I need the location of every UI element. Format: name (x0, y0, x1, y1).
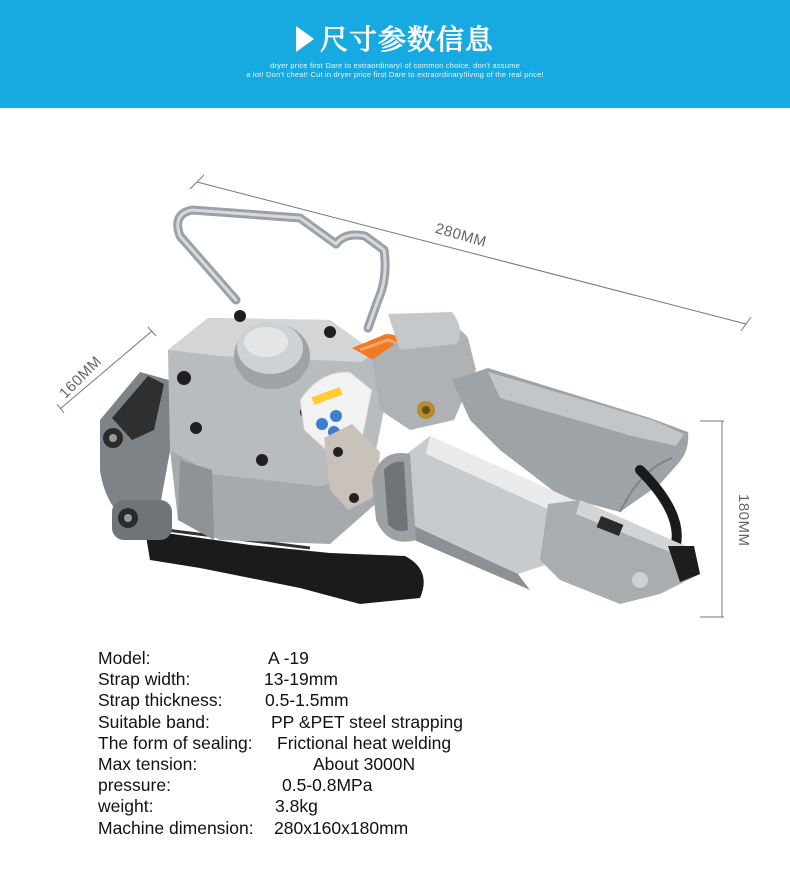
spec-row-suitable-band (98, 712, 718, 733)
spec-list (98, 648, 718, 839)
spec-label: Suitable band: (98, 711, 210, 732)
spec-value: 0.5-1.5mm (265, 690, 349, 711)
spec-row-model (98, 648, 718, 669)
banner-title (0, 18, 790, 58)
spec-label: weight: (98, 796, 154, 817)
spec-row-strap-thickness (98, 690, 718, 711)
spec-value: 0.5-0.8MPa (282, 775, 373, 796)
spec-value: Frictional heat welding (277, 732, 452, 753)
spec-value: PP &PET steel strapping (271, 711, 463, 732)
product-area (0, 108, 790, 638)
height-dimension-label: 180MM (735, 494, 752, 547)
spec-label: Strap width: (98, 669, 191, 690)
banner-subtitle-1: dryer price first Dare to extraordinary! of common choice, don't assume (270, 61, 520, 70)
spec-value: 3.8kg (275, 796, 318, 817)
spec-row-pressure (98, 775, 718, 796)
spec-label: Machine dimension: (98, 817, 254, 838)
spec-label: pressure: (98, 775, 171, 796)
header-banner (0, 0, 790, 108)
spec-label: Model: (98, 648, 151, 668)
spec-value: 13-19mm (264, 669, 338, 690)
spec-row-weight (98, 796, 718, 817)
spec-value: About 3000N (313, 753, 416, 774)
spec-value: 280x160x180mm (274, 817, 409, 838)
spec-label: Strap thickness: (98, 690, 223, 711)
spec-row-dimension (98, 818, 718, 839)
banner-subtitle-2: a lot! Don't cheat! Cut in dryer price first Dare to extraordinary!living of the real price! (246, 70, 544, 79)
product-image (0, 108, 790, 638)
spec-row-strap-width (98, 669, 718, 690)
spec-row-sealing (98, 733, 718, 754)
spec-label: Max tension: (98, 753, 198, 774)
width-dimension-label: 160MM (56, 352, 106, 403)
spec-value: A -19 (268, 648, 309, 668)
banner-title-text: 尺寸参数信息 (319, 23, 494, 56)
play-arrow-icon (296, 26, 314, 52)
spec-row-max-tension (98, 754, 718, 775)
length-dimension-label: 280MM (433, 220, 489, 251)
spec-label: The form of sealing: (98, 732, 253, 753)
